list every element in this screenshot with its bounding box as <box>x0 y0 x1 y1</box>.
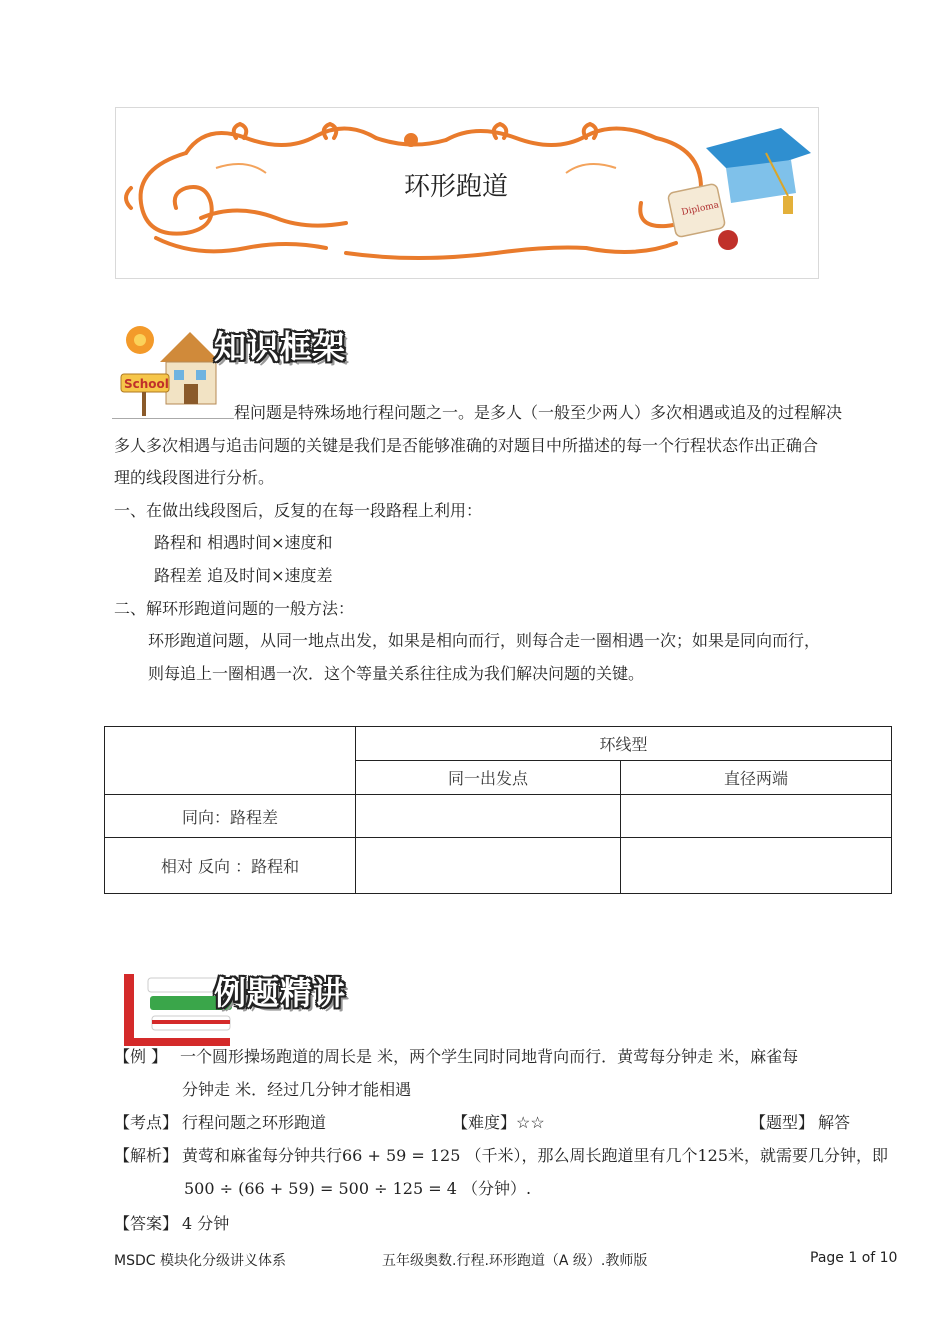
table-row-same-direction: 同向：路程差 <box>105 795 356 838</box>
method-line-1: 环形跑道问题，从同一地点出发，如果是相向而行，则每合走一圈相遇一次；如果是同向而行， <box>148 631 821 650</box>
kaodian-value: 行程问题之环形跑道 <box>182 1113 327 1132</box>
table-cell <box>356 838 621 894</box>
footer-page-number: Page 1 of 10 <box>810 1250 898 1266</box>
table-cell <box>621 838 892 894</box>
nandu-tag: 【难度】 <box>452 1113 517 1132</box>
table-col-same-start: 同一出发点 <box>356 761 621 795</box>
table-row-opposite-direction: 相对 反向 ：路程和 <box>105 838 356 894</box>
example-text-2: 分钟走 米．经过几分钟才能相遇 <box>182 1080 412 1099</box>
formula-diff: 路程差 追及时间×速度差 <box>154 566 333 585</box>
nandu-value: ☆☆ <box>516 1113 545 1132</box>
jiexi-line-2: 500 ÷ (66 + 59) = 500 ÷ 125 = 4 （分钟）. <box>184 1179 532 1198</box>
jiexi-tag: 【解析】 <box>114 1146 179 1165</box>
example-tag: 【例 】 <box>114 1047 168 1066</box>
point-2-title: 二、解环形跑道问题的一般方法： <box>114 599 355 618</box>
table-col-diameter-ends: 直径两端 <box>621 761 892 795</box>
table-group-header: 环线型 <box>356 727 892 761</box>
divider <box>112 418 234 419</box>
kaodian-tag: 【考点】 <box>114 1113 179 1132</box>
title-banner <box>115 107 819 279</box>
point-1-title: 一、在做出线段图后，反复的在每一段路程上利用： <box>114 501 483 520</box>
section-heading-examples: 例题精讲 <box>214 974 347 1012</box>
footer-left: MSDC 模块化分级讲义体系 <box>114 1253 286 1269</box>
example-text-1: 一个圆形操场跑道的周长是 米，两个学生同时同地背向而行．黄莺每分钟走 米，麻雀每 <box>180 1047 799 1066</box>
daan-value: 4 分钟 <box>182 1214 230 1233</box>
tixing-tag: 【题型】 <box>750 1113 815 1132</box>
formula-sum: 路程和 相遇时间×速度和 <box>154 533 333 552</box>
knowledge-table <box>104 726 892 894</box>
intro-line-3: 理的线段图进行分析。 <box>114 468 275 487</box>
method-line-2: 则每追上一圈相遇一次．这个等量关系往往成为我们解决问题的关键。 <box>148 664 645 683</box>
footer-center: 五年级奥数.行程.环形跑道（A 级）.教师版 <box>382 1253 648 1269</box>
intro-line-1: 程问题是特殊场地行程问题之一。是多人（一般至少两人）多次相遇或追及的过程解决 <box>234 403 843 422</box>
daan-tag: 【答案】 <box>114 1214 179 1233</box>
page-title: 环形跑道 <box>403 172 508 202</box>
table-cell <box>621 795 892 838</box>
table-cell <box>356 795 621 838</box>
svg-text:Diploma: Diploma <box>680 200 721 218</box>
tixing-value: 解答 <box>818 1113 851 1132</box>
intro-line-2: 多人多次相遇与追击问题的关键是我们是否能够准确的对题目中所描述的每一个行程状态作出正确合 <box>114 436 819 455</box>
svg-text:School: School <box>124 377 169 391</box>
jiexi-line-1: 黄莺和麻雀每分钟共行66 + 59 = 125 （千米），那么周长跑道里有几个125米，就需要几分钟，即 <box>182 1146 889 1165</box>
table-corner-cell <box>105 727 356 795</box>
section-heading-knowledge: 知识框架 <box>214 328 347 366</box>
